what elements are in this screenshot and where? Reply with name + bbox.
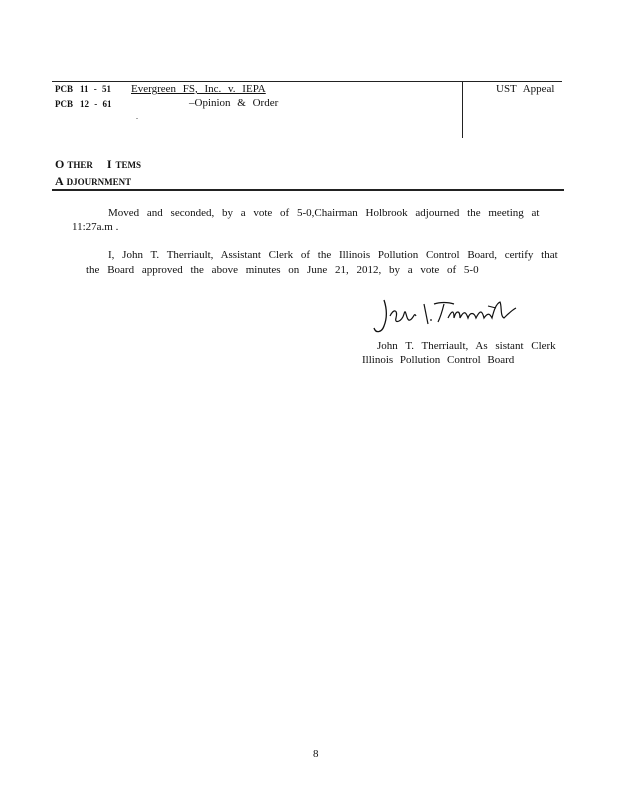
certify-line-1: I, John T. Therriault, Assistant Clerk of the Illinois Pollution Control Board, certify that [108,249,558,261]
case-title-link[interactable] [131,83,266,95]
appeal-type: UST Appeal [496,83,555,95]
signatory-name-title: John T. Therriault, As sistant Clerk [377,340,556,352]
row2-action: –Opinion & Order [189,97,279,109]
section-rule [52,189,564,191]
row1-number: 11 - 51 [80,84,112,94]
adjournment-heading: A DJOURNMENT [55,174,132,188]
table-top-border [52,81,562,82]
signatory-organization: Illinois Pollution Control Board [362,354,515,366]
other-items-heading: O THER I TEMS [55,157,142,171]
signature-image [370,292,520,340]
row2-docket: PCB [55,99,73,109]
certify-line-2: the Board approved the above minutes on June 21, 2012, by a vote of 5-0 [86,264,479,276]
adjourn-line-1: Moved and seconded, by a vote of 5-0,Chairman Holbrook adjourned the meeting at [108,207,540,219]
row1-docket: PCB [55,84,73,94]
case-title: Evergreen FS, Inc. v. IEPA [131,83,266,95]
adjourn-line-2: 11:27a.m . [72,221,119,233]
page-number: 8 [313,748,319,760]
row2-number: 12 - 61 [80,99,112,109]
stray-dot: . [136,112,138,121]
table-column-divider [462,81,463,138]
